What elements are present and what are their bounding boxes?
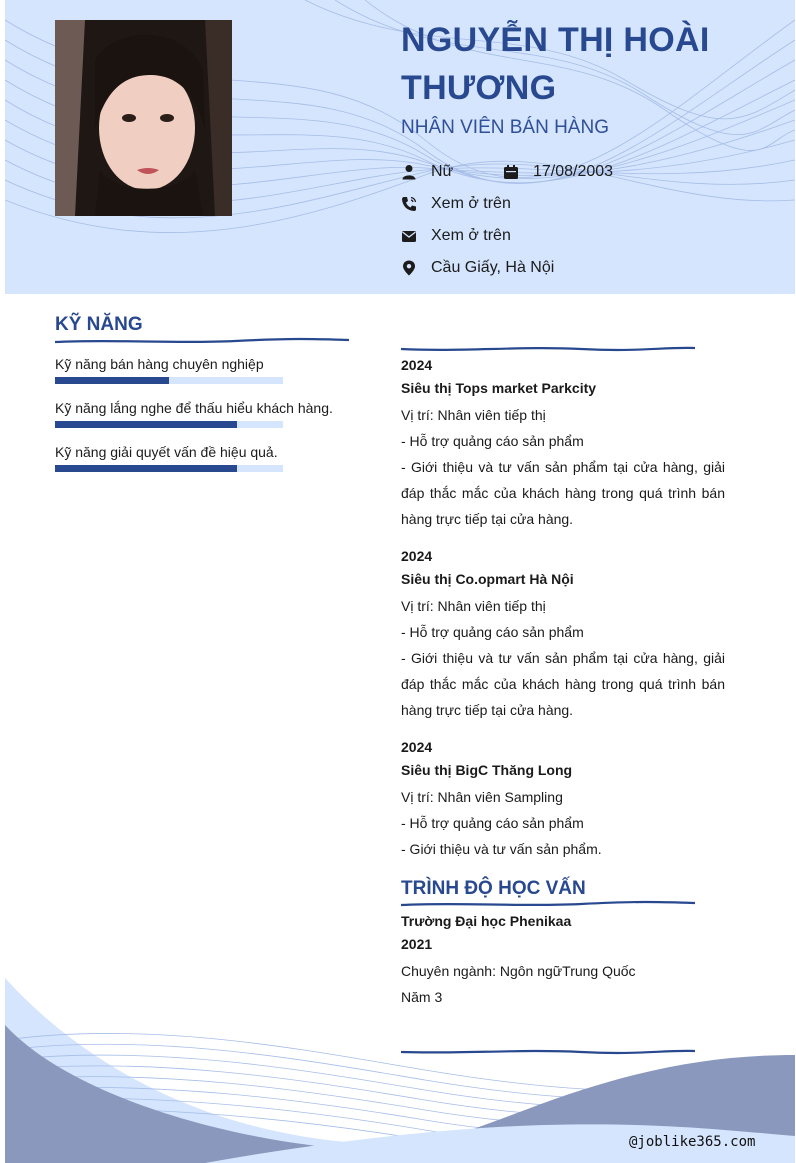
- experience-year: 2024: [401, 548, 433, 564]
- experience-company: Siêu thị Co.opmart Hà Nội: [401, 571, 574, 587]
- experience-item: [401, 736, 725, 862]
- user-icon: [401, 164, 417, 180]
- skill-label: Kỹ năng lắng nghe để thấu hiểu khách hàng.: [55, 400, 333, 416]
- header: [5, 0, 795, 294]
- experience-duty: - Giới thiệu và tư vấn sản phẩm tại cửa hàng, giải đáp thắc mắc của khách hàng trong quá trình bán hàng trực tiếp tại cửa hàng.: [401, 459, 725, 527]
- experience-company: Siêu thị BigC Thăng Long: [401, 762, 573, 778]
- skill-bar: [55, 377, 283, 384]
- experience-company: Siêu thị Tops market Parkcity: [401, 380, 597, 396]
- experience-duty: - Hỗ trợ quảng cáo sản phẩm: [401, 624, 584, 640]
- candidate-name: NGUYỄN THỊ HOÀI THƯƠNG: [401, 21, 710, 107]
- experience-item: [401, 545, 725, 723]
- resume-page: [5, 0, 795, 1163]
- birthday-row: [503, 160, 613, 184]
- address-row: [401, 256, 554, 280]
- experience-item: [401, 354, 725, 532]
- watermark: @joblike365.com: [629, 1134, 756, 1150]
- experience-year: 2024: [401, 739, 433, 755]
- map-pin-icon: [401, 260, 417, 276]
- skill-bar-fill: [55, 421, 237, 428]
- email-value: Xem ở trên: [431, 227, 511, 244]
- experience-year: 2024: [401, 357, 433, 373]
- education-school: Trường Đại học Phenikaa: [401, 913, 572, 929]
- skill-label: Kỹ năng bán hàng chuyên nghiệp: [55, 356, 264, 372]
- experience-position: Vị trí: Nhân viên tiếp thị: [401, 598, 546, 614]
- education-title: TRÌNH ĐỘ HỌC VẤN: [401, 878, 586, 899]
- birthday-value: 17/08/2003: [533, 163, 614, 180]
- education-title-underline: [401, 899, 695, 909]
- job-title: NHÂN VIÊN BÁN HÀNG: [401, 117, 609, 138]
- experience-duty: - Giới thiệu và tư vấn sản phẩm.: [401, 841, 602, 857]
- experience-duty: - Giới thiệu và tư vấn sản phẩm tại cửa hàng, giải đáp thắc mắc của khách hàng trong quá trình bán hàng trực tiếp tại cửa hàng.: [401, 650, 725, 718]
- skills-title: KỸ NĂNG: [55, 314, 143, 335]
- skill-bar-fill: [55, 377, 169, 384]
- experience-position: Vị trí: Nhân viên tiếp thị: [401, 407, 546, 423]
- profile-photo: [55, 20, 232, 216]
- portrait-illustration: [55, 20, 232, 216]
- phone-icon: [401, 196, 417, 212]
- gender-value: Nữ: [431, 163, 454, 180]
- gender-row: [401, 160, 453, 184]
- education-status: Năm 3: [401, 989, 443, 1005]
- footer-wave-decoration: [5, 960, 795, 1163]
- skill-bar: [55, 465, 283, 472]
- skill-bar-fill: [55, 465, 237, 472]
- phone-row: [401, 192, 511, 216]
- skill-bar: [55, 421, 283, 428]
- skills-title-underline: [55, 336, 349, 346]
- skill-label: Kỹ năng giải quyết vấn đề hiệu quả.: [55, 444, 278, 460]
- experience-duty: - Hỗ trợ quảng cáo sản phẩm: [401, 815, 584, 831]
- experience-position: Vị trí: Nhân viên Sampling: [401, 789, 563, 805]
- envelope-icon: [401, 228, 417, 244]
- education-major: Chuyên ngành: Ngôn ngữTrung Quốc: [401, 963, 636, 979]
- address-value: Cầu Giấy, Hà Nội: [431, 259, 555, 276]
- calendar-icon: [503, 164, 519, 180]
- experience-duty: - Hỗ trợ quảng cáo sản phẩm: [401, 433, 584, 449]
- education-year: 2021: [401, 936, 433, 952]
- phone-value: Xem ở trên: [431, 195, 511, 212]
- email-row: [401, 224, 511, 248]
